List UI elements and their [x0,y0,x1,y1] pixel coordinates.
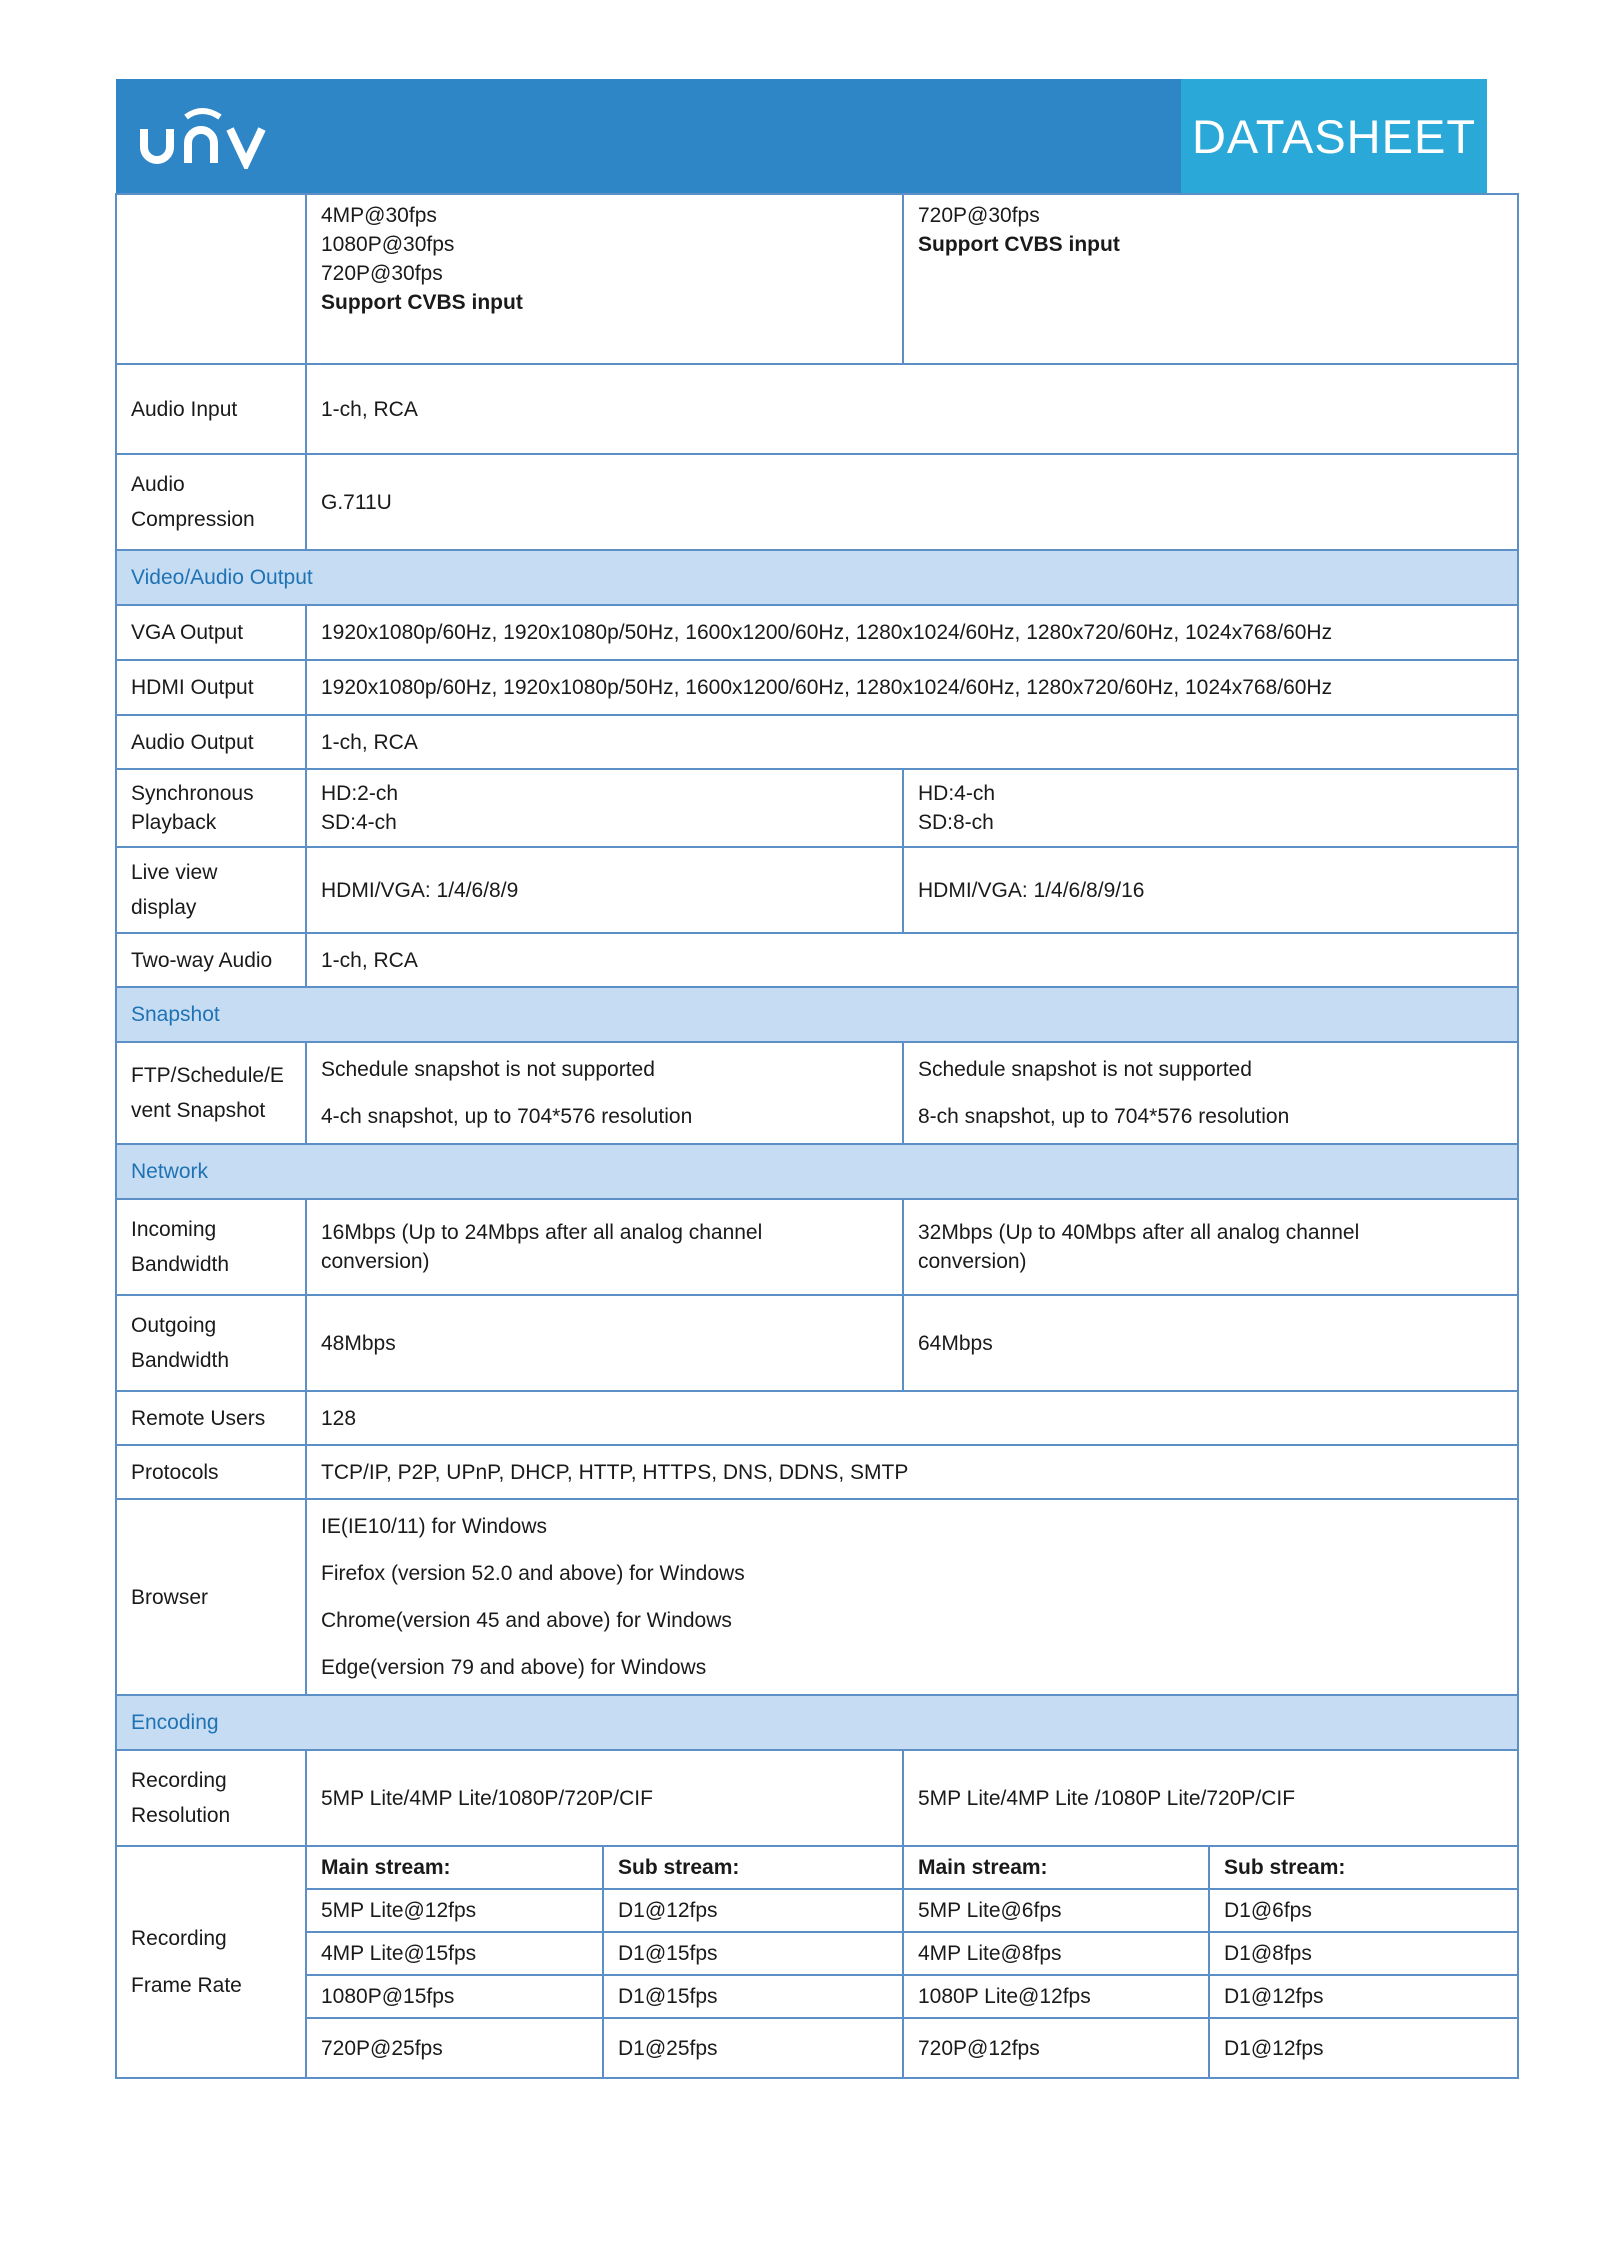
vga-output-row [116,605,1518,660]
fps-cell: D1@12fps [603,1889,903,1932]
two-way-audio-row [116,933,1518,987]
section-title: Encoding [116,1695,1518,1750]
audio-output-row [116,715,1518,769]
spec-line-bold: Support CVBS input [321,291,523,314]
spec-value: 1-ch, RCA [306,715,1518,769]
spec-label [116,847,306,933]
spec-line: 16Mbps (Up to 24Mbps after all analog channel [321,1221,763,1244]
spec-label: HDMI Output [116,660,306,715]
label-line: FTP/Schedule/E [131,1064,284,1087]
spec-label [116,1846,306,2078]
snapshot-row [116,1042,1518,1144]
unv-logo [136,79,276,193]
spec-value-b: 64Mbps [903,1295,1518,1391]
spec-label [116,1042,306,1144]
spec-line-bold: Support CVBS input [918,233,1120,256]
remote-users-row [116,1391,1518,1445]
sync-playback-row [116,769,1518,847]
spec-value [306,1499,1518,1695]
fps-cell: D1@6fps [1209,1889,1518,1932]
spec-value-a: HDMI/VGA: 1/4/6/8/9 [306,847,903,933]
spec-line: 4-ch snapshot, up to 704*576 resolution [321,1105,693,1128]
fps-cell: 4MP Lite@15fps [306,1932,603,1975]
stream-header: Sub stream: [603,1846,903,1889]
fps-cell: 4MP Lite@8fps [903,1932,1209,1975]
label-line: Resolution [131,1804,231,1827]
spec-value-b [903,1042,1518,1144]
spec-line: SD:4-ch [321,811,397,834]
spec-value-b: HDMI/VGA: 1/4/6/8/9/16 [903,847,1518,933]
label-line: Synchronous [131,782,254,805]
fps-cell: 720P@12fps [903,2018,1209,2078]
section-title: Video/Audio Output [116,550,1518,605]
datasheet-badge: DATASHEET [1181,79,1487,193]
spec-value: TCP/IP, P2P, UPnP, DHCP, HTTP, HTTPS, DNS, DDNS, SMTP [306,1445,1518,1499]
fps-cell: 1080P@15fps [306,1975,603,2018]
fps-cell: D1@15fps [603,1932,903,1975]
spec-label [116,1295,306,1391]
label-line: vent Snapshot [131,1099,266,1122]
spec-label [116,454,306,550]
spec-line: Chrome(version 45 and above) for Windows [321,1609,732,1632]
spec-value-b [903,1199,1518,1295]
spec-value: 128 [306,1391,1518,1445]
label-line: Playback [131,811,217,834]
spec-value: 1-ch, RCA [306,933,1518,987]
spec-label: Protocols [116,1445,306,1499]
spec-table [115,193,1519,2079]
spec-line: 720P@30fps [918,204,1040,227]
spec-value-b: 5MP Lite/4MP Lite /1080P Lite/720P/CIF [903,1750,1518,1846]
fps-cell: D1@12fps [1209,1975,1518,2018]
spec-line: Schedule snapshot is not supported [918,1058,1252,1081]
label-line: Live view [131,861,218,884]
spec-label [116,1750,306,1846]
incoming-bandwidth-row [116,1199,1518,1295]
spec-line: Edge(version 79 and above) for Windows [321,1656,707,1679]
label-line: Frame Rate [131,1974,242,1997]
spec-label: Remote Users [116,1391,306,1445]
spec-line: 8-ch snapshot, up to 704*576 resolution [918,1105,1290,1128]
spec-value-a [306,769,903,847]
spec-value-a [306,1199,903,1295]
spec-value-b [903,769,1518,847]
recording-resolution-row [116,1750,1518,1846]
frame-rate-header-row [116,1846,1518,1889]
label-line: display [131,896,197,919]
table-row [116,2018,1518,2078]
fps-cell: 5MP Lite@6fps [903,1889,1209,1932]
spec-line: 4MP@30fps [321,204,437,227]
spec-label [116,769,306,847]
section-encoding [116,1695,1518,1750]
label-line: Bandwidth [131,1349,230,1372]
label-line: Compression [131,508,255,531]
outgoing-bandwidth-row [116,1295,1518,1391]
label-line: Recording [131,1927,227,1950]
spec-label [116,194,306,364]
browser-row [116,1499,1518,1695]
spec-line: conversion) [321,1250,430,1273]
protocols-row [116,1445,1518,1499]
label-line: Audio [131,473,185,496]
fps-cell: 1080P Lite@12fps [903,1975,1209,2018]
section-title: Network [116,1144,1518,1199]
spec-line: 1080P@30fps [321,233,455,256]
audio-compression-row [116,454,1518,550]
fps-cell: D1@12fps [1209,2018,1518,2078]
spec-line: Firefox (version 52.0 and above) for Windows [321,1562,745,1585]
stream-header: Main stream: [306,1846,603,1889]
live-view-row [116,847,1518,933]
spec-line: Schedule snapshot is not supported [321,1058,655,1081]
spec-line: SD:8-ch [918,811,994,834]
table-row [116,1975,1518,2018]
spec-line: 720P@30fps [321,262,443,285]
spec-value: 1920x1080p/60Hz, 1920x1080p/50Hz, 1600x1200/60Hz, 1280x1024/60Hz, 1280x720/60Hz, 1024x768/60Hz [306,660,1518,715]
spec-label: Audio Input [116,364,306,454]
datasheet-header [116,79,1487,193]
spec-line: HD:2-ch [321,782,399,805]
fps-cell: 720P@25fps [306,2018,603,2078]
spec-value-a: 5MP Lite/4MP Lite/1080P/720P/CIF [306,1750,903,1846]
label-line: Bandwidth [131,1253,230,1276]
label-line: Incoming [131,1218,217,1241]
spec-value: 1920x1080p/60Hz, 1920x1080p/50Hz, 1600x1200/60Hz, 1280x1024/60Hz, 1280x720/60Hz, 1024x768/60Hz [306,605,1518,660]
section-title: Snapshot [116,987,1518,1042]
fps-cell: D1@8fps [1209,1932,1518,1975]
spec-label: Browser [116,1499,306,1695]
fps-cell: D1@15fps [603,1975,903,2018]
audio-input-row [116,364,1518,454]
spec-line: 32Mbps (Up to 40Mbps after all analog channel [918,1221,1360,1244]
spec-value-a [306,1042,903,1144]
spec-line: HD:4-ch [918,782,996,805]
spec-label: Two-way Audio [116,933,306,987]
spec-value-a [306,194,903,364]
spec-value-b [903,194,1518,364]
table-row [116,1932,1518,1975]
spec-value: 1-ch, RCA [306,364,1518,454]
fps-cell: 5MP Lite@12fps [306,1889,603,1932]
stream-header: Sub stream: [1209,1846,1518,1889]
stream-header: Main stream: [903,1846,1209,1889]
section-video-audio-output [116,550,1518,605]
spec-line: conversion) [918,1250,1027,1273]
table-row [116,1889,1518,1932]
hdmi-output-row [116,660,1518,715]
video-input-row-cont [116,194,1518,364]
spec-line: IE(IE10/11) for Windows [321,1515,548,1538]
label-line: Recording [131,1769,227,1792]
spec-label [116,1199,306,1295]
spec-value-a: 48Mbps [306,1295,903,1391]
spec-value: G.711U [306,454,1518,550]
section-network [116,1144,1518,1199]
spec-label: Audio Output [116,715,306,769]
spec-label: VGA Output [116,605,306,660]
fps-cell: D1@25fps [603,2018,903,2078]
section-snapshot [116,987,1518,1042]
label-line: Outgoing [131,1314,217,1337]
